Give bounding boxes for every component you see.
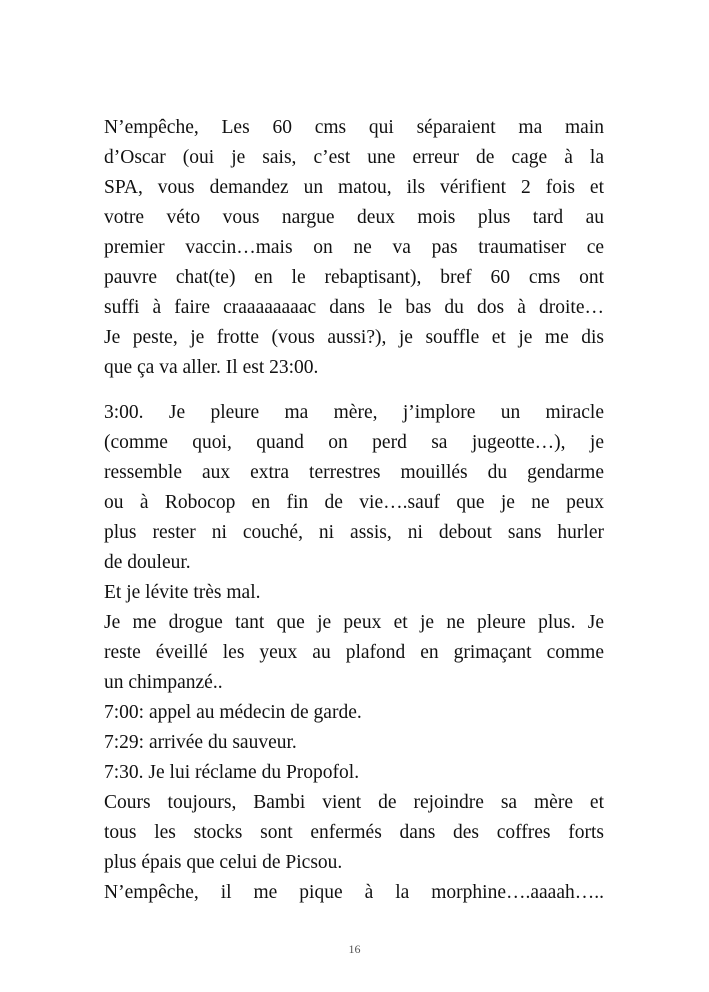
paragraph-1 — [104, 113, 604, 383]
text-line: 7:00: appel au médecin de garde. — [104, 702, 362, 723]
text-line: reste éveillé les yeux au plafond en grimaçant comme — [104, 642, 604, 663]
text-line: 7:29: arrivée du sauveur. — [104, 732, 297, 753]
text-line: 3:00. Je pleure ma mère, j’implore un miracle — [104, 402, 604, 423]
text-line: plus rester ni couché, ni assis, ni debout sans hurler — [104, 522, 604, 543]
text-line: de douleur. — [104, 552, 191, 573]
text-line: N’empêche, il me pique à la morphine….aaaah….. — [104, 882, 604, 903]
text-line: suffi à faire craaaaaaaac dans le bas du dos à droite… — [104, 297, 604, 318]
text-line: SPA, vous demandez un matou, ils vérifient 2 fois et — [104, 177, 604, 198]
text-line: que ça va aller. Il est 23:00. — [104, 357, 319, 378]
text-line: 7:30. Je lui réclame du Propofol. — [104, 762, 360, 783]
text-line: pauvre chat(te) en le rebaptisant), bref 60 cms ont — [104, 267, 604, 288]
text-line: (comme quoi, quand on perd sa jugeotte…), je — [104, 432, 604, 453]
text-line: N’empêche, Les 60 cms qui séparaient ma main — [104, 117, 604, 138]
text-line: Et je lévite très mal. — [104, 582, 261, 603]
paragraph-2 — [104, 398, 604, 908]
text-line: Cours toujours, Bambi vient de rejoindre sa mère et — [104, 792, 604, 813]
text-line: tous les stocks sont enfermés dans des coffres forts — [104, 822, 604, 843]
page-number: 16 — [348, 942, 361, 956]
text-line: Je peste, je frotte (vous aussi?), je souffle et je me dis — [104, 327, 604, 348]
text-line: premier vaccin…mais on ne va pas traumatiser ce — [104, 237, 604, 258]
text-line: Je me drogue tant que je peux et je ne pleure plus. Je — [104, 612, 604, 633]
text-line: votre véto vous nargue deux mois plus tard au — [104, 207, 604, 228]
text-line: un chimpanzé.. — [104, 672, 223, 693]
text-line: ressemble aux extra terrestres mouillés du gendarme — [104, 462, 604, 483]
text-line: d’Oscar (oui je sais, c’est une erreur de cage à la — [104, 147, 604, 168]
text-line: plus épais que celui de Picsou. — [104, 852, 343, 873]
text-line: ou à Robocop en fin de vie….sauf que je ne peux — [104, 492, 604, 513]
